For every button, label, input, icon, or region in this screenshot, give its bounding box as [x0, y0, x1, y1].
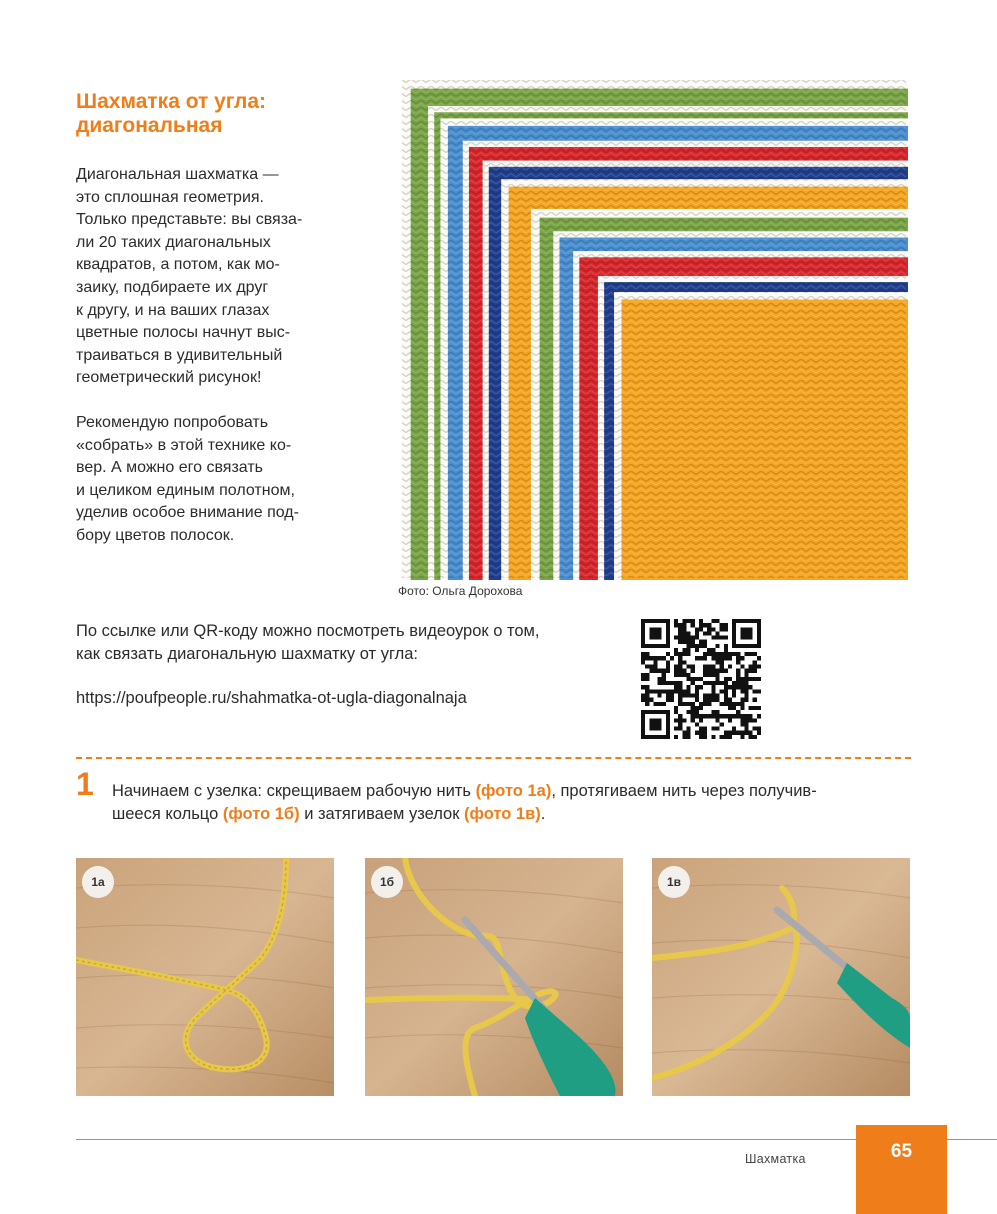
- yarn-loop-image: [76, 858, 334, 1096]
- step-photo-1c: [652, 858, 910, 1096]
- intro-line: и целиком единым полотном,: [76, 481, 295, 499]
- striped-square-image: [396, 72, 908, 580]
- intro-line: геометрический рисунок!: [76, 369, 262, 387]
- footer-section-title: Шахматка: [745, 1152, 806, 1166]
- photo-badge: 1в: [658, 866, 690, 898]
- step-text-part: , протягиваем нить через получив-: [551, 782, 817, 800]
- intro-line: уделив особое внимание под-: [76, 504, 299, 522]
- qr-code[interactable]: [641, 619, 761, 739]
- intro-text: [76, 164, 376, 570]
- step-text-part: .: [540, 805, 546, 823]
- yarn-knot-image: [652, 858, 910, 1096]
- yarn-hook-image: [365, 858, 623, 1096]
- photo-reference: (фото 1б): [222, 805, 300, 823]
- step-photo-1a: [76, 858, 334, 1096]
- link-line-2: как связать диагональную шахматку от угла:: [76, 644, 418, 663]
- section-heading: [76, 90, 366, 138]
- photo-badge: 1а: [82, 866, 114, 898]
- intro-paragraph-1: [76, 164, 376, 390]
- dashed-divider: [76, 757, 911, 759]
- step-text-part: Начинаем с узелка: скрещиваем рабочую нить: [112, 782, 476, 800]
- step-text-part: и затягиваем узелок: [299, 805, 465, 823]
- intro-line: «собрать» в этой технике ко-: [76, 436, 292, 454]
- step-text-part: шееся кольцо: [112, 805, 223, 823]
- page-number-box: [856, 1125, 947, 1214]
- crochet-square-photo: [396, 72, 908, 580]
- photo-caption: Фото: Ольга Дорохова: [398, 584, 523, 598]
- intro-line: Рекомендую попробовать: [76, 413, 269, 431]
- step-number: 1: [76, 766, 94, 802]
- heading-line-2: диагональная: [76, 114, 223, 137]
- intro-line: Диагональная шахматка —: [76, 166, 279, 183]
- step-text: [112, 780, 902, 826]
- intro-line: ли 20 таких диагональных: [76, 233, 271, 251]
- intro-paragraph-2: [76, 412, 376, 548]
- intro-line: цветные полосы начнут выс-: [76, 324, 291, 342]
- intro-line: квадратов, а потом, как мо-: [76, 256, 280, 274]
- step-photo-1b: [365, 858, 623, 1096]
- intro-line: к другу, и на ваших глазах: [76, 301, 270, 319]
- heading-line-1: Шахматка от угла:: [76, 90, 267, 113]
- page-number: 65: [890, 1141, 913, 1162]
- photo-reference: (фото 1а): [475, 782, 552, 800]
- qr-code-icon: [641, 619, 761, 739]
- intro-line: это сплошная геометрия.: [76, 188, 264, 206]
- intro-line: вер. А можно его связать: [76, 459, 263, 477]
- intro-line: бору цветов полосок.: [76, 526, 235, 544]
- photo-reference: (фото 1в): [464, 805, 541, 823]
- video-url[interactable]: https://poufpeople.ru/shahmatka-ot-ugla-diagonalnaja: [76, 689, 467, 707]
- link-line-1: По ссылке или QR-коду можно посмотреть видеоурок о том,: [76, 622, 540, 640]
- intro-line: траиваться в удивительный: [76, 346, 283, 364]
- intro-line: Только представьте: вы связа-: [76, 211, 303, 229]
- video-link-description: [76, 620, 616, 665]
- intro-line: заику, подбираете их друг: [76, 278, 269, 296]
- photo-badge: 1б: [371, 866, 403, 898]
